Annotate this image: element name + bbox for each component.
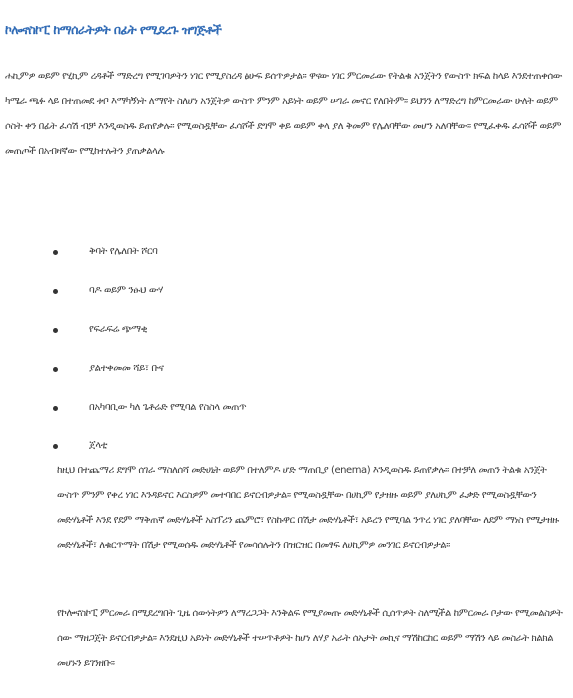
sedation-paragraph: የኮሎኖስኮፒ ምርመራ በሚደረግበት ጊዜ ሰውነትዎን ለማረጋጋት እንቅልፍ የሚያመጡ መድሃኒቶች ሲሰጥዎት ስለሚችል ከምርመራ ቦታው የሚመልስዎት ሰው ማዘጋጀት ይኖርብዎታል፡፡ እንደዚህ አይነት መድሃኒቶች ተሠጥቶዎት ከሆነ ለሃያ አራት ሰአታት መኪና ማሽከርከር ወይም ማሽን ላይ መስራት ክልክል መሆኑን ይገንዘቡ፡፡ [57, 608, 563, 669]
bullet-icon [53, 328, 58, 333]
list-item-label: ቅባት የሌለበት ሾርባ [89, 246, 158, 257]
list-item-label: ጀላቲ [89, 440, 108, 451]
bullet-icon [53, 406, 58, 411]
bullet-icon [53, 250, 58, 255]
bullet-icon [53, 444, 58, 449]
document-heading: ኮሎኖስኮፒ ከማሰራትዎት በፊት የሚደረጉ ዝግጅቶች [5, 22, 222, 37]
intro-paragraph: ሐኪምዎ ወይም የሂኪም ረዳቶች ማድረግ የሚገባዎትን ነገር የሚያስረዳ ፅሁፍ ይሰጥዎታል፡፡ ዋናው ነገር ምርመራው የትልቁ አንጀትን የውስጥ ክፍል ከላይ እንደተጠቀሰው ካሜራ ጫፉ ላይ በተጠመደ ቱቦ እማካኝነት ለማየት ስለሆነ አንጀትዎ ውስጥ ምንም አይነት ወይም ሠገራ መኖር የለበትም፡፡ ይህንን ለማድረግ ከምርመራው ሁለት ወይም ሶስት ቀን በፊት ፈሳሽ ብቻ እንዲወስዱ ይጠየቃሉ፡፡ የሚወስዷቸው ፈሳሾች ደግሞ ቀይ ወይም ቀላ ያለ ቅመም የሌለባቸው መሆን አለባቸው፡፡ የሚፈቀዱ ፈሳሾች ወይም መጠጦች በአብዛኛው የሚከተሉትን ያጠቃልላሉ [5, 71, 562, 157]
list-item-label: ያልተቀመመ ሻይ፣ ቡና [89, 363, 164, 374]
list-item-label: ባዶ ወይም ንፁህ ውሃ [89, 285, 163, 296]
list-item-label: በአካባቢው ካለ ጌቶሬድ የሚባል የስስላ መጠጥ [89, 402, 247, 413]
bullet-icon [53, 367, 58, 372]
bullet-icon [53, 289, 58, 294]
list-item-label: የፍራፍሬ ጭማቂ [89, 324, 148, 335]
enema-medication-paragraph: ከዚህ በተጨማሪ ደግሞ ሰገራ ማስለሰሻ መድሀኒት ወይም በተለምዶ ሆድ ማጠቢያ (enema) እንዲወስዱ ይጠየቃሉ፡፡ በተቻለ መጠን ትልቁ አንጀት ውስጥ ምንም የቀረ ነገር እንዳይኖር እርስዎም መተባበር ይኖርብዎታል፡፡ የሚወስዷቸው በሀኪም የታዘዙ ወይም ያለሀኪም ፈቃድ የሚወስዷቸውን መድሃኒቶች እንደ የደም ማቅጠኛ መድሃኒቶች አስፕሪን ጨምሮ፣ የስኩዋር በሽታ መድሃኒቶች፣ አይረን የሚባል ንጥረ ነገር ያለባቸው ለደም ማነስ የሚታዘዙ መድሃኒቶች፣ ለቁርጥማት በሽታ የሚወሰዱ መድሃኒቶች የመሳሰሉትን በዝርዝር በመፃፍ ለሀኪምዎ መንገር ይኖርብዎታል፡፡ [57, 465, 559, 551]
